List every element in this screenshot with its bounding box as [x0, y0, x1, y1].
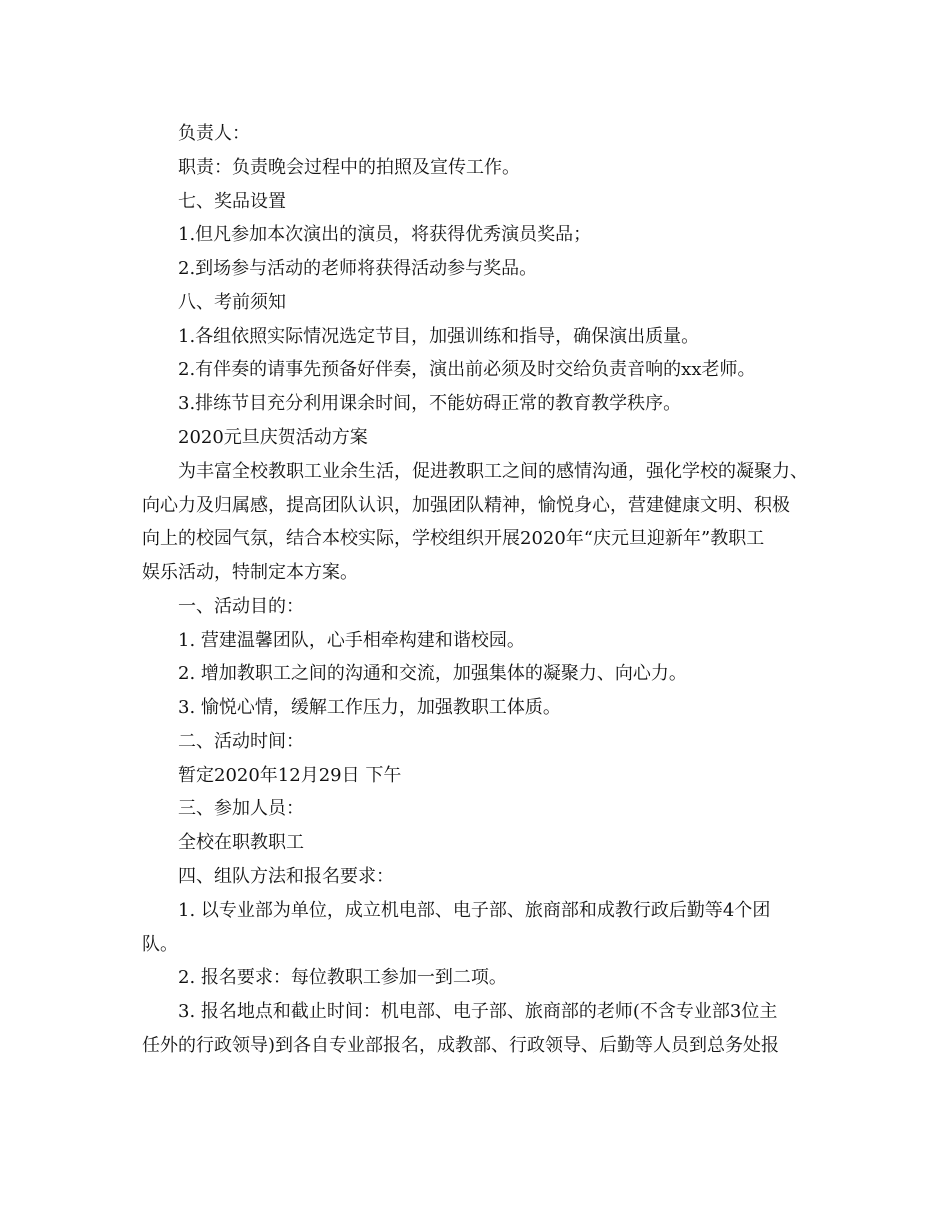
text-line: 暂定2020年12月29日 下午: [178, 765, 402, 786]
text-line: 3.排练节目充分利用课余时间，不能妨碍正常的教育教学秩序。: [178, 393, 682, 414]
text-line: 2.有伴奏的请事先预备好伴奏，演出前必须及时交给负责音响的xx老师。: [178, 359, 756, 380]
text-line: 1. 营建温馨团队，心手相牵构建和谐校园。: [178, 630, 525, 651]
text-line: 娱乐活动，特制定本方案。: [142, 562, 358, 583]
text-line: 1.各组依照实际情况选定节目，加强训练和指导，确保演出质量。: [178, 326, 700, 347]
text-line: 2. 增加教职工之间的沟通和交流，加强集体的凝聚力、向心力。: [178, 663, 687, 684]
text-line: 3. 报名地点和截止时间：机电部、电子部、旅商部的老师(不含专业部3位主: [178, 1001, 778, 1022]
text-line: 1. 以专业部为单位，成立机电部、电子部、旅商部和成教行政后勤等4个团: [178, 900, 771, 921]
section-heading: 一、活动目的：: [178, 596, 304, 617]
text-line: 负责人：: [178, 123, 250, 144]
text-line: 向上的校园气氛，结合本校实际，学校组织开展2020年“庆元旦迎新年”教职工: [142, 528, 765, 549]
text-line: 1.但凡参加本次演出的演员，将获得优秀演员奖品；: [178, 224, 592, 245]
text-line: 为丰富全校教职工业余生活，促进教职工之间的感情沟通，强化学校的凝聚力、: [178, 461, 808, 482]
text-line: 2.到场参与活动的老师将获得活动参与奖品。: [178, 258, 538, 279]
text-line: 队。: [142, 934, 178, 955]
text-line: 全校在职教职工: [178, 832, 304, 853]
text-line: 3. 愉悦心情，缓解工作压力，加强教职工体质。: [178, 697, 561, 718]
text-line: 向心力及归属感，提高团队认识，加强团队精神，愉悦身心，营建健康文明、积极: [142, 495, 790, 516]
section-heading: 四、组队方法和报名要求：: [178, 866, 394, 887]
section-heading: 八、考前须知: [178, 292, 286, 313]
section-heading: 七、奖品设置: [178, 191, 286, 212]
section-heading: 三、参加人员：: [178, 798, 304, 819]
text-line: 任外的行政领导)到各自专业部报名，成教部、行政领导、后勤等人员到总务处报: [142, 1035, 780, 1056]
section-heading: 二、活动时间：: [178, 731, 304, 752]
document-title: 2020元旦庆贺活动方案: [178, 427, 368, 448]
text-line: 2. 报名要求：每位教职工参加一到二项。: [178, 967, 507, 988]
text-line: 职责：负责晚会过程中的拍照及宣传工作。: [178, 157, 520, 178]
